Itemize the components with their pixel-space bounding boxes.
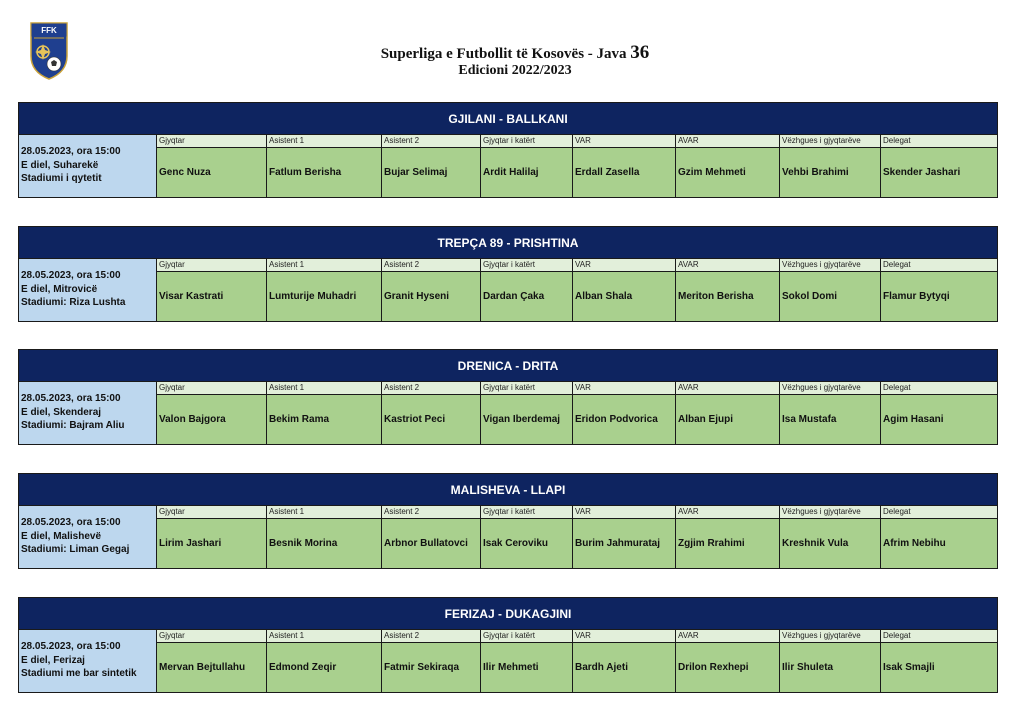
match-block (18, 473, 998, 569)
official-role-label: Gjyqtar i katërt (481, 135, 572, 148)
match-datetime: 28.05.2023, ora 15:00 (21, 641, 121, 652)
official-cell (573, 382, 676, 444)
official-cell (881, 506, 997, 568)
official-cell (481, 506, 573, 568)
official-role-label: Asistent 2 (382, 135, 480, 148)
official-name: Burim Jahmurataj (573, 519, 675, 568)
official-cell (881, 135, 997, 197)
official-name: Mervan Bejtullahu (157, 643, 266, 692)
official-cell (481, 135, 573, 197)
official-name: Alban Shala (573, 272, 675, 321)
match-title: TREPÇA 89 - PRISHTINA (19, 227, 997, 259)
official-role-label: AVAR (676, 506, 779, 519)
official-role-label: Gjyqtar i katërt (481, 382, 572, 395)
match-day-city: E diel, Malishevë (21, 530, 102, 542)
official-role-label: Vëzhgues i gjyqtarëve (780, 135, 880, 148)
official-role-label: Delegat (881, 506, 997, 519)
official-name: Kreshnik Vula (780, 519, 880, 568)
official-role-label: Vëzhgues i gjyqtarëve (780, 630, 880, 643)
match-stadium: Stadiumi: Liman Gegaj (21, 544, 130, 555)
official-role-label: Gjyqtar i katërt (481, 506, 572, 519)
official-role-label: Delegat (881, 382, 997, 395)
official-cell (157, 506, 267, 568)
official-name: Lumturije Muhadri (267, 272, 381, 321)
official-name: Ilir Mehmeti (481, 643, 572, 692)
official-role-label: VAR (573, 506, 675, 519)
match-day-city: E diel, Ferizaj (21, 654, 85, 666)
official-role-label: VAR (573, 135, 675, 148)
official-role-label: Delegat (881, 135, 997, 148)
official-name: Drilon Rexhepi (676, 643, 779, 692)
official-cell (676, 630, 780, 692)
match-info (19, 135, 157, 197)
official-role-label: AVAR (676, 630, 779, 643)
match-block (18, 226, 998, 322)
official-role-label: Gjyqtar (157, 506, 266, 519)
official-cell (267, 135, 382, 197)
match-title: DRENICA - DRITA (19, 350, 997, 382)
official-cell (267, 259, 382, 321)
official-role-label: Vëzhgues i gjyqtarëve (780, 259, 880, 272)
official-cell (382, 135, 481, 197)
official-cell (157, 630, 267, 692)
official-role-label: Asistent 1 (267, 259, 381, 272)
official-role-label: Asistent 2 (382, 382, 480, 395)
official-name: Ilir Shuleta (780, 643, 880, 692)
svg-text:FFK: FFK (41, 26, 57, 35)
match-title: MALISHEVA - LLAPI (19, 474, 997, 506)
match-stadium: Stadiumi i qytetit (21, 173, 102, 184)
official-name: Bekim Rama (267, 395, 381, 444)
official-cell (573, 630, 676, 692)
official-cell (573, 506, 676, 568)
official-role-label: AVAR (676, 135, 779, 148)
match-info (19, 259, 157, 321)
official-cell (481, 630, 573, 692)
official-cell (881, 382, 997, 444)
official-cell (382, 630, 481, 692)
edition-title: Edicioni 2022/2023 (458, 63, 572, 78)
official-cell (382, 506, 481, 568)
official-role-label: Gjyqtar (157, 135, 266, 148)
match-day-city: E diel, Mitrovicë (21, 283, 98, 295)
official-cell (382, 259, 481, 321)
official-name: Vigan Iberdemaj (481, 395, 572, 444)
official-role-label: Asistent 2 (382, 259, 480, 272)
official-cell (780, 630, 881, 692)
official-role-label: Vëzhgues i gjyqtarëve (780, 382, 880, 395)
official-name: Kastriot Peci (382, 395, 480, 444)
match-stadium: Stadiumi me bar sintetik (21, 668, 137, 679)
official-name: Fatlum Berisha (267, 148, 381, 197)
official-cell (157, 382, 267, 444)
match-info (19, 382, 157, 444)
official-name: Genc Nuza (157, 148, 266, 197)
official-name: Ardit Halilaj (481, 148, 572, 197)
official-name: Gzim Mehmeti (676, 148, 779, 197)
official-role-label: Gjyqtar (157, 382, 266, 395)
official-cell (676, 259, 780, 321)
match-datetime: 28.05.2023, ora 15:00 (21, 270, 121, 281)
match-day-city: E diel, Skenderaj (21, 406, 102, 418)
official-role-label: Gjyqtar i katërt (481, 259, 572, 272)
official-role-label: Asistent 1 (267, 135, 381, 148)
official-cell (157, 259, 267, 321)
official-role-label: Gjyqtar (157, 259, 266, 272)
official-cell (780, 382, 881, 444)
official-name: Meriton Berisha (676, 272, 779, 321)
official-cell (881, 259, 997, 321)
official-cell (676, 382, 780, 444)
official-cell (382, 382, 481, 444)
official-role-label: AVAR (676, 259, 779, 272)
official-name: Edmond Zeqir (267, 643, 381, 692)
official-cell (780, 135, 881, 197)
official-cell (157, 135, 267, 197)
official-name: Fatmir Sekiraqa (382, 643, 480, 692)
official-name: Isak Smajli (881, 643, 997, 692)
official-name: Zgjim Rrahimi (676, 519, 779, 568)
official-role-label: VAR (573, 259, 675, 272)
official-cell (481, 259, 573, 321)
official-role-label: VAR (573, 382, 675, 395)
official-cell (573, 259, 676, 321)
official-name: Arbnor Bullatovci (382, 519, 480, 568)
match-day-city: E diel, Suharekë (21, 159, 99, 171)
document-title (300, 42, 730, 64)
official-role-label: VAR (573, 630, 675, 643)
official-role-label: Asistent 1 (267, 382, 381, 395)
official-cell (267, 630, 382, 692)
official-cell (881, 630, 997, 692)
match-title: GJILANI - BALLKANI (19, 103, 997, 135)
official-cell (676, 135, 780, 197)
official-role-label: Gjyqtar i katërt (481, 630, 572, 643)
official-name: Alban Ejupi (676, 395, 779, 444)
official-name: Isak Ceroviku (481, 519, 572, 568)
official-name: Agim Hasani (881, 395, 997, 444)
match-datetime: 28.05.2023, ora 15:00 (21, 517, 121, 528)
official-cell (267, 382, 382, 444)
title-text: Superliga e Futbollit të Kosovës - Java (380, 46, 631, 62)
official-role-label: Asistent 2 (382, 506, 480, 519)
official-role-label: Vëzhgues i gjyqtarëve (780, 506, 880, 519)
match-stadium: Stadiumi: Bajram Aliu (21, 420, 125, 431)
official-role-label: Asistent 1 (267, 506, 381, 519)
official-name: Skender Jashari (881, 148, 997, 197)
official-name: Visar Kastrati (157, 272, 266, 321)
official-name: Valon Bajgora (157, 395, 266, 444)
official-cell (267, 506, 382, 568)
official-name: Eridon Podvorica (573, 395, 675, 444)
match-block (18, 349, 998, 445)
official-cell (573, 135, 676, 197)
match-title: FERIZAJ - DUKAGJINI (19, 598, 997, 630)
ffk-logo (30, 22, 68, 80)
official-role-label: Delegat (881, 259, 997, 272)
official-name: Bardh Ajeti (573, 643, 675, 692)
official-name: Isa Mustafa (780, 395, 880, 444)
official-cell (780, 506, 881, 568)
official-name: Flamur Bytyqi (881, 272, 997, 321)
official-name: Vehbi Brahimi (780, 148, 880, 197)
official-name: Granit Hyseni (382, 272, 480, 321)
official-name: Sokol Domi (780, 272, 880, 321)
official-name: Lirim Jashari (157, 519, 266, 568)
match-info (19, 506, 157, 568)
match-block (18, 102, 998, 198)
official-role-label: Gjyqtar (157, 630, 266, 643)
official-role-label: Asistent 1 (267, 630, 381, 643)
official-cell (481, 382, 573, 444)
official-role-label: Asistent 2 (382, 630, 480, 643)
match-stadium: Stadiumi: Riza Lushta (21, 297, 126, 308)
official-name: Besnik Morina (267, 519, 381, 568)
official-name: Dardan Çaka (481, 272, 572, 321)
week-number: 36 (630, 42, 650, 63)
official-name: Erdall Zasella (573, 148, 675, 197)
match-datetime: 28.05.2023, ora 15:00 (21, 393, 121, 404)
official-name: Bujar Selimaj (382, 148, 480, 197)
official-cell (676, 506, 780, 568)
official-name: Afrim Nebihu (881, 519, 997, 568)
official-role-label: Delegat (881, 630, 997, 643)
match-datetime: 28.05.2023, ora 15:00 (21, 146, 121, 157)
match-info (19, 630, 157, 692)
official-role-label: AVAR (676, 382, 779, 395)
match-block (18, 597, 998, 693)
official-cell (780, 259, 881, 321)
